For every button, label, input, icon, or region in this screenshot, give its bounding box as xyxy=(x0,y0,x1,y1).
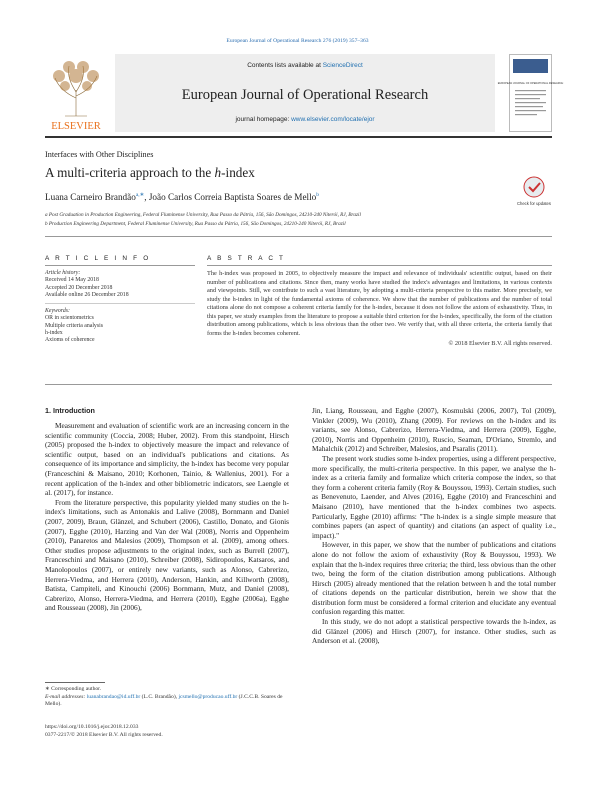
sciencedirect-link[interactable]: ScienceDirect xyxy=(322,62,363,69)
header-rule xyxy=(45,136,552,138)
email-1-owner: (L.C. Brandão), xyxy=(140,694,179,700)
article-info-heading: A R T I C L E I N F O xyxy=(45,255,151,262)
info-divider xyxy=(45,303,195,304)
intro-paragraph: The present work studies some h-index properties, using a different perspective, more specifically, the multi-criteria perspective. In this paper, we analyse the h-index as a criteria family and formalize which criteria compose the index, so that they form a coherent criteria family (Roy & Bouyssou, 1993). Certain studies, such as Benevenuto, Laender, and Alves (2016), Egghe (2010) and Franceschini and Maisano (2010), have mentioned that the h-index combines two aspects. Particularly, Egghe (2010) affirms: "The h-index is a single simple measure that combines papers (an aspect of quantity) and citations (an aspect of quality i.e., impact)." xyxy=(312,453,556,540)
contents-prefix: Contents lists available at xyxy=(247,62,323,69)
footnote-rule xyxy=(45,682,105,683)
email-link-2[interactable]: jcsmello@producao.uff.br xyxy=(178,694,238,700)
elsevier-logo-text: ELSEVIER xyxy=(51,121,101,132)
elsevier-logo[interactable] xyxy=(45,54,107,132)
corresponding-author-note: ∗ Corresponding author. xyxy=(45,686,102,692)
check-for-updates-badge[interactable] xyxy=(518,176,550,210)
section-label: Interfaces with Other Disciplines xyxy=(45,150,154,159)
check-updates-text: Check for updates xyxy=(517,201,551,206)
affiliation-a: a Post Graduation in Production Engineering, Federal Fluminense University, Rua Passo da Pátria, 156, São Domingos, 24210-240 Niterói, RJ, Brazil xyxy=(45,212,361,218)
article-title xyxy=(45,165,255,181)
homepage-line xyxy=(115,116,495,123)
article-info-rule xyxy=(45,265,195,266)
abstract-rule xyxy=(207,265,552,266)
email-link-1[interactable]: luanabrandao@id.uff.br xyxy=(86,694,141,700)
affiliation-b: b Production Engineering Department, Federal Fluminense University, Rua Passo da Pátria, 156, São Domingos, 24210-240 Niterói, RJ, Brazil xyxy=(45,221,346,227)
keyword-1: OR in scientometrics xyxy=(45,315,94,322)
title-prefix: A multi-criteria approach to the xyxy=(45,165,215,180)
intro-heading: 1. Introduction xyxy=(45,406,95,415)
journal-banner xyxy=(115,54,495,132)
keywords-label: Keywords: xyxy=(45,308,70,315)
abstract-copyright: © 2018 Elsevier B.V. All rights reserved. xyxy=(448,340,552,348)
cover-title: EUROPEAN JOURNAL OF OPERATIONAL RESEARCH xyxy=(497,82,564,85)
history-online: Available online 26 December 2018 xyxy=(45,291,129,298)
affil-divider xyxy=(45,236,552,237)
journal-header xyxy=(45,54,564,134)
author-separator: , xyxy=(144,192,149,203)
keyword-3: h-index xyxy=(45,330,63,337)
email-footnote xyxy=(45,694,295,708)
title-h: h xyxy=(214,165,222,180)
doi-link[interactable]: https://doi.org/10.1016/j.ejor.2018.12.033 xyxy=(45,724,139,730)
history-accepted: Accepted 20 December 2018 xyxy=(45,284,113,291)
intro-paragraph: Measurement and evaluation of scientific work are an increasing concern in the scientific community (Coccia, 2008; Huber, 2002). From this standpoint, Hirsch (2005) proposed the h-index to objectively measure the impact and relevance of scientific output, based on an individual's publications and citations. As consequence of its importance and simplicity, the h-index has become very popular (Franceschini & Maisano, 2010; Korhonen, Tainio, & Wallenius, 2001). For a recent application of the h-index and other bibliometric indicators, see Laengle et al. (2017), for instance. xyxy=(45,421,289,498)
journal-cover-thumbnail[interactable] xyxy=(497,54,564,132)
author-2[interactable]: João Carlos Correia Baptista Soares de Mello xyxy=(148,192,317,203)
homepage-prefix: journal homepage: xyxy=(235,116,292,123)
intro-paragraph: In this study, we do not adopt a statistical perspective towards the h-index, as did Glänzel (2006) and Hirsch (2007), for instance. Other studies, such as Anderson et al. (2008), xyxy=(312,617,556,646)
abstract-text: The h-index was proposed in 2005, to objectively measure the impact and relevance of individuals' scientific output, based on their number of publications and citations. Since then, many works have studied the index's advantages and limitations, in various contexts and viewpoints. Still, we contribute to such a vast literature, by adopting a multi-criteria perspective to this matter. More precisely, we study the h-index in light of the fundamental axioms of coherence. We show that the number of publications and the number of total citations alone do not compose a coherent criteria family for the h-index, because it does not follow the axiom of exhaustivity. Thus, in this paper, we study examples from the literature to propose a suitable third criterion for the h-index, specifically, the form of the citation distribution among publications, which is less obvious than the other two. We verify that, with all three criteria, the criteria family that forms the h-index becomes coherent. xyxy=(207,270,552,337)
keyword-2: Multiple criteria analysis xyxy=(45,322,103,329)
keyword-4: Axioms of coherence xyxy=(45,337,95,344)
contents-line xyxy=(115,62,495,69)
journal-homepage-link[interactable]: www.elsevier.com/locate/ejor xyxy=(291,116,375,123)
intro-paragraph: However, in this paper, we show that the number of publications and citations alone do not follow the axiom of exhaustivity (Roy & Bouyssou, 1993). We explain that the h-index requires three criteria; the third, less obvious than the other two, being the form of the citation distribution among publications. Although Hirsch (2005) already mentioned that the relation between h and the total number of citations depends on the particular distribution, herein we show that the distribution form must be considered a formal criterion and elucidate any eventual confusion regarding this matter. xyxy=(312,540,556,617)
author-1[interactable]: Luana Carneiro Brandão xyxy=(45,192,136,203)
abstract-body xyxy=(207,270,552,349)
abstract-bottom-rule xyxy=(45,384,552,385)
intro-paragraph: From the literature perspective, this popularity yielded many studies on the h-index's limitations, such as Antonakis and Lalive (2008), Bornmann and Daniel (2007, 2009), Braun, Glänzel, and Schubert (2006), Castillo, Donato, and Gionis (2007), Egghe (2010), Harzing and Van der Wal (2008), Norris and Oppenheim (2010), Panaretos and Malesios (2009), Thompson et al. (2009), among others. Other studies propose adjustments to the original index, such as Burrell (2007), Franceschini and Maisano (2010), Schreiber (2008), Sidiropoulos, Katsaros, and Manolopoulos (2007), or entirely new variants, such as Alonso, Cabrerizo, Herrera-Viedma, and Herrera (2010), Anderson, Hankin, and Killworth (2008), Batista, Campiteli, and Kinouchi (2006) Bornmann, Mutz, and Daniel (2008), Cabrerizo, Alonso, Herrera-Viedma, and Herrera (2010), Egghe (2006a), Egghe and Rousseau (2008), Jin (2006), xyxy=(45,497,289,613)
article-info xyxy=(45,270,195,345)
author-2-affil[interactable]: b xyxy=(316,192,319,198)
history-received: Received 14 May 2018 xyxy=(45,277,99,284)
intro-paragraph: Jin, Liang, Rousseau, and Egghe (2007), Kosmulski (2006, 2007), Tol (2009), Vinkler (2009), Wu (2010), Zhang (2009). For reviews on the h-index and its variants, see Alonso, Cabrerizo, Herrera-Viedma, and Herrera (2009), Egghe, (2010), Norris and Oppenheim (2010), Ruscio, Seaman, D'Oriano, Stremlo, and Mahalchik (2012) and Schreiber, Malesios, and Psaralis (2011). xyxy=(312,406,556,454)
intro-right-column xyxy=(312,406,556,646)
issn-line: 0377-2217/© 2018 Elsevier B.V. All rights reserved. xyxy=(45,732,163,738)
email-label: E-mail addresses: xyxy=(45,694,87,700)
author-list xyxy=(45,192,319,202)
intro-left-column xyxy=(45,421,289,613)
history-label: Article history: xyxy=(45,270,81,276)
author-1-affil[interactable]: a,∗ xyxy=(135,192,145,198)
title-suffix: -index xyxy=(221,165,255,180)
citation-line[interactable]: European Journal of Operational Research 276 (2019) 357–363 xyxy=(226,38,369,44)
abstract-heading: A B S T R A C T xyxy=(207,255,286,262)
journal-name: European Journal of Operational Research xyxy=(181,87,429,103)
email-2-owner: (J.C.C.B. Soares de Mello). xyxy=(45,694,283,707)
